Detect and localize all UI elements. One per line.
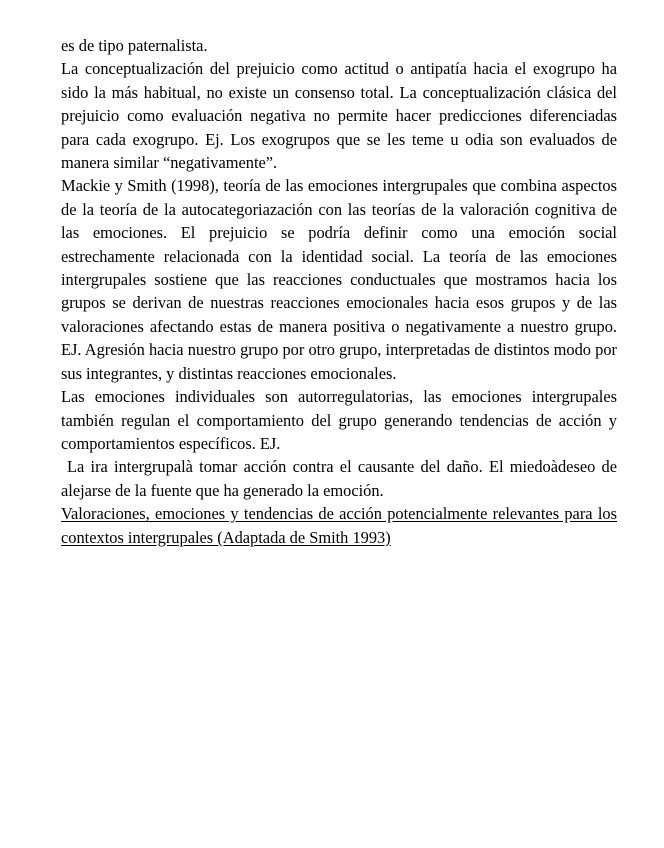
paragraph-intergroup-emotions-theory: Mackie y Smith (1998), teoría de las emociones intergrupales que combina aspectos de la teoría de la autocategoriazación con las teorías de la valoración cognitiva de las emociones. El prejuicio se podría definir como una emoción social estrechamente relacionada con la identidad social. La teoría de las emociones intergrupales sostiene que las reacciones conductuales que mostramos hacia los grupos se derivan de nuestras reacciones emocionales hacia esos grupos y de las valoraciones afectando estas de manera positiva o negativamente a nuestro grupo. EJ. Agresión hacia nuestro grupo por otro grupo, interpretadas de distintos modo por sus integrantes, y distintas reacciones emocionales.: [61, 176, 617, 383]
paragraph-ira-miedo-example: La ira intergrupalà tomar acción contra el causante del daño. El miedoàdeseo de alejarse de la fuente que ha generado la emoción.: [61, 457, 617, 500]
paragraph-intro-fragment: es de tipo paternalista.: [61, 36, 208, 55]
paragraph-prejudice-concept: La conceptualización del prejuicio como actitud o antipatía hacia el exogrupo ha sido la más habitual, no existe un consenso total. La conceptualización clásica del prejuicio como evaluación negativa no permite hacer predicciones diferenciadas para cada exogrupo. Ej. Los exogrupos que se les teme u odia son evaluados de manera similar “negativamente”.: [61, 59, 617, 173]
section-heading-valoraciones: Valoraciones, emociones y tendencias de acción potencialmente relevantes para los contextos intergrupales (Adaptada de Smith 1993): [61, 504, 617, 547]
document-page: [61, 34, 617, 549]
paragraph-individual-emotions: Las emociones individuales son autorregulatorias, las emociones intergrupales también regulan el comportamiento del grupo generando tendencias de acción y comportamientos específicos. EJ.: [61, 387, 617, 453]
